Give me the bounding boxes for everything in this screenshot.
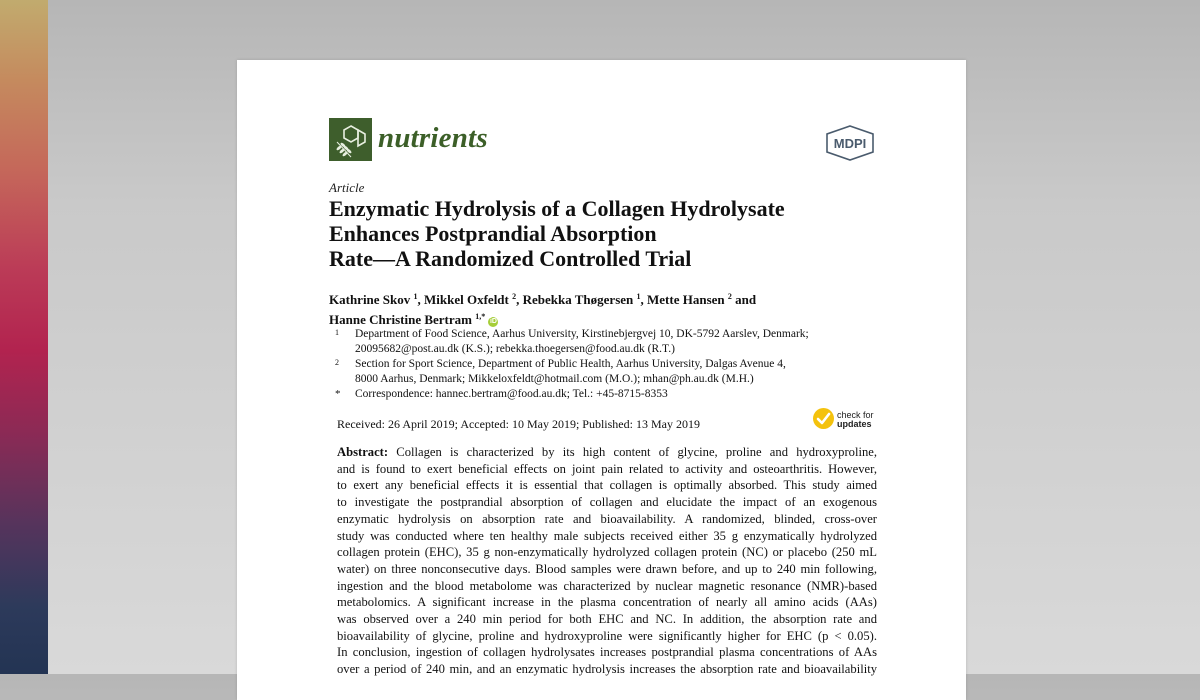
abstract-line: water) on three nonconsecutive days. Blood samples were drawn before, and up to 240 min following, xyxy=(337,561,877,576)
author-affil-mark: 1 xyxy=(413,292,418,301)
paper-title xyxy=(329,196,889,271)
affiliation-line: 20095682@post.au.dk (K.S.); rebekka.thoegersen@food.au.dk (R.T.) xyxy=(355,343,675,355)
abstract-line: metabolomics. A significant increase in the plasma concentration of nearly all amino acids (AAs) xyxy=(337,595,877,610)
updates-label: updates xyxy=(837,419,872,429)
check-for-updates-badge[interactable] xyxy=(813,408,883,432)
abstract-line: to exert any beneficial effects it is essential that collagen is optimally absorbed. This study aimed xyxy=(337,478,877,493)
title-line: Rate—A Randomized Controlled Trial xyxy=(329,246,692,271)
abstract-line: was observed over a 240 min period for both EHC and NC. In addition, the absorption rate and xyxy=(337,612,877,627)
affiliation-mark: 2 xyxy=(335,358,339,367)
abstract-line: ingestion and the blood metabolome was characterized by nuclear magnetic resonance (NMR)-based xyxy=(337,578,877,593)
abstract-line: enzymatic hydrolysis on absorption rate and bioavailability. A randomized, blinded, cross-over xyxy=(337,511,877,526)
article-type: Article xyxy=(329,180,365,195)
author-affil-mark: 1,* xyxy=(475,312,486,321)
journal-name: nutrients xyxy=(378,122,488,154)
author-name[interactable]: Mikkel Oxfeldt xyxy=(424,292,509,307)
abstract-line: collagen protein (EHC), 35 g non-enzymatically hydrolyzed collagen protein (NC) or placebo (250 mL xyxy=(337,545,877,560)
abstract-line: Collagen is characterized by its high content of glycine, proline and hydroxyproline, xyxy=(396,445,878,459)
publication-dates: Received: 26 April 2019; Accepted: 10 May 2019; Published: 13 May 2019 xyxy=(337,417,700,431)
check-for-label: check for xyxy=(837,410,874,420)
author-name[interactable]: Mette Hansen xyxy=(647,292,725,307)
affiliation-line: Section for Sport Science, Department of Public Health, Aarhus University, Dalgas Avenue 4, xyxy=(355,358,786,370)
author-name[interactable]: Hanne Christine Bertram xyxy=(329,312,472,327)
author-name[interactable]: Kathrine Skov xyxy=(329,292,411,307)
author-list: Kathrine Skov $^1$, Mikkel Oxfeldt $^2$, Rebekka Thøgersen $^1$, Mette Hansen $^2$ and Hanne Christine Bertram $^{1,*}$ iD xyxy=(329,292,757,327)
orcid-icon[interactable]: iD xyxy=(489,318,497,325)
abstract-line: In conclusion, ingestion of collagen hydrolysates increases postprandial plasma concentrations of AAs xyxy=(337,645,877,660)
abstract-line: over a period of 240 min, and an enzymatic hydrolysis increases the absorption rate and bioavailability xyxy=(337,662,877,677)
title-line: Enzymatic Hydrolysis of a Collagen Hydrolysate xyxy=(329,196,785,221)
author-affil-mark: 2 xyxy=(512,292,517,301)
author-affil-mark: 2 xyxy=(727,292,732,301)
mdpi-logo xyxy=(823,124,877,162)
author-name[interactable]: Rebekka Thøgersen xyxy=(522,292,634,307)
affiliation-line: Department of Food Science, Aarhus University, Kirstinebjergvej 10, DK-5792 Aarslev, Denmark; xyxy=(355,328,809,340)
affiliation-line: 8000 Aarhus, Denmark; Mikkeloxfeldt@hotmail.com (M.O.); mhan@ph.au.dk (M.H.) xyxy=(355,373,754,385)
abstract-line: bioavailability of glycine, proline and hydroxyproline were significantly higher for EHC (p < 0.05). xyxy=(337,628,877,643)
abstract-line: to investigate the postprandial absorption of collagen and elucidate the impact of an exogenous xyxy=(337,495,877,510)
abstract-label: Abstract: xyxy=(337,445,389,459)
journal-logo-icon xyxy=(329,118,372,161)
author-affil-mark: 1 xyxy=(636,292,641,301)
and-conjunction: and xyxy=(735,292,757,307)
checkmark-icon xyxy=(813,408,834,429)
abstract-line: study was conducted where ten healthy male subjects received either 35 g enzymatically hydrolyzed xyxy=(337,528,877,543)
abstract-line: and is found to exert beneficial effects on joint pain related to activity and osteoarthritis. However, xyxy=(337,461,877,476)
abstract xyxy=(337,444,877,678)
paper-page xyxy=(237,60,966,700)
affiliation-mark: 1 xyxy=(335,328,339,337)
publisher-name: MDPI xyxy=(833,136,867,151)
correspondence-line: Correspondence: hannec.bertram@food.au.dk; Tel.: +45-8715-8353 xyxy=(355,388,668,400)
title-line: Enhances Postprandial Absorption xyxy=(329,221,657,246)
decorative-side-stripe xyxy=(0,0,48,674)
correspondence-mark: * xyxy=(335,388,341,400)
